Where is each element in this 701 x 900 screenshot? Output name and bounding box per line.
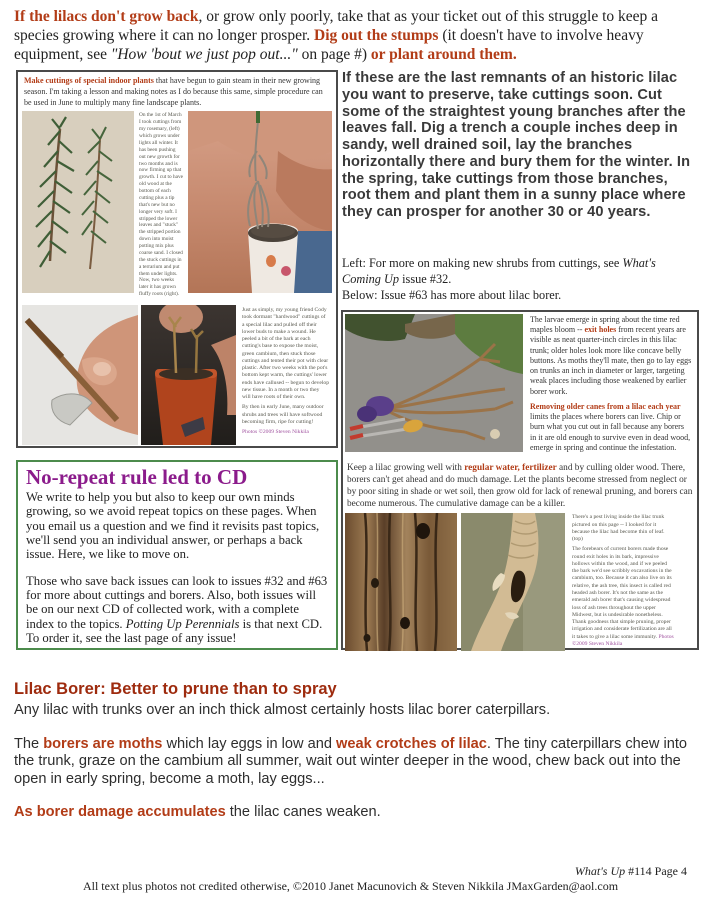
lilac-borer-section xyxy=(14,680,694,838)
intro-paragraph: If the lilacs don't grow back, or grow only poorly, take that as your ticket out of this struggle to keep a species growing where it can no longer prosper. Dig out the stumps (it doesn't have to involve heavy equipment, see "How 'bout we just pop out..." on page #) or plant around them. xyxy=(14,8,659,63)
borer-section-para-1: Any lilac with trunks over an inch thick almost certainly hosts lilac borer caterpillars. xyxy=(14,702,551,718)
trunk-note-1: There's a pest living inside the lilac trunk pictured on this page -- I looked for it because the lilac had become thin of leaf. (top) xyxy=(572,514,665,543)
see-also-note xyxy=(342,256,698,303)
rooted-cutting-photo xyxy=(188,111,332,293)
borer-sidebar-text xyxy=(527,314,695,459)
borer-section-para-2: The borers are moths which lay eggs in low and weak crotches of lilac. The tiny caterpillars chew into the trunk, graze on the cambium all summer, wait out winter deeper in the wood, chew back out into the open in early spring, become a moth, lay eggs... xyxy=(14,736,688,787)
lilac-borer-heading: Lilac Borer: Better to prune than to spray xyxy=(14,680,337,698)
removing-canes-paragraph: Removing older canes from a lilac each year limits the places where borers can live. Chip or burn what you cut out in fall because any borers in it are old enough to survive even in dead wood, emerge in spring and continue the infestation. xyxy=(530,401,691,452)
cuttings-photo-box xyxy=(16,70,338,448)
no-repeat-para-1: We write to help you but also to keep our own minds growing, so we avoid repeat topics on these pages. When you email us a question and we find it revisits past topics, we'll send you an individual answer, or perhaps a back issue. Here, we like to move on. xyxy=(26,490,320,562)
cuttings-note-1: On the 1st of March I took cuttings from my rosemary, (left) which grows under lights all winter. It has been pushing out new growth for two months and is now firming up that growth. I cut to have old wood at the bottom of each cutting plus a tip that's new but no longer very soft. I stripped the lower leaves and "stuck" the stripped portion down into moist potting mix plus coarse sand. I closed the stuck cuttings in a terrarium and put them under lights. Now, two weeks later it has grown fluffy roots (right). xyxy=(139,112,183,298)
trunk-note-column xyxy=(569,513,677,652)
cuttings-note-2a: Just as simply, my young friend Cody took dormant "hardwood" cuttings of a special lilac and pulled off their lower buds to make a wound. He peeled a bit of the bark at each cutting's base to expose the moist, green cambium, then stuck those cuttings and tented their pot with clear plastic. After two weeks with the pot's bottom kept warm, the cuttings' lower ends have callused -- begun to develop new tissue. In a month or two they will have roots of their own. xyxy=(242,307,329,401)
no-repeat-para-2: Those who save back issues can look to issues #32 and #63 for more about cuttings and borers. Also, both issues will be on our next CD of collected work, with a complete index to the topics. Potting Up Perennials is that next CD. To order it, see the last page of any issue! xyxy=(26,573,328,646)
borer-trunk-photo-1 xyxy=(345,513,457,651)
cuttings-note-column-2 xyxy=(239,305,332,445)
cuttings-photo-row-2 xyxy=(22,305,332,445)
cuttings-photo-row-1 xyxy=(22,111,332,302)
note-left-line1: Left: For more on making new shrubs from cuttings, see What's xyxy=(342,256,656,270)
knife-wounding-photo xyxy=(22,305,138,445)
lilac-cuttings-pot-photo xyxy=(141,305,236,445)
larvae-paragraph: The larvae emerge in spring about the time red maples bloom -- exit holes from recent years are visible as neat quarter-inch circles in this lilac trunk; older holes look more like concave belly buttons. As moths they'll mate, then go to lay eggs on trunks an inch in diameter or larger, targeting weak places including those weakened by earlier borer work. xyxy=(530,315,692,396)
borer-section-para-3: As borer damage accumulates the lilac canes weaken. xyxy=(14,803,381,820)
preserve-lilac-paragraph: If these are the last remnants of an historic lilac you want to preserve, take cuttings soon. Cut some of the straightest young branches after the leaves fall. Dig a trench a couple inches deep in sandy, well drained soil, lay the branches horizontally there and bury them for the winter. In the spring, take cuttings from those branches, root them and plant them in a sunny place where they can prosper for another 30 or 40 years. xyxy=(342,70,691,221)
cuttings-box-caption: Make cuttings of special indoor plants that have begun to gain steam in their new growing season. I'm taking a lesson and making notes as I do because this same, simple procedure can be used in June to multiply many fine landscape plants. xyxy=(24,76,323,107)
note-below-line: Below: Issue #63 has more about lilac borer. xyxy=(342,287,562,302)
cuttings-photo-credit: Photos ©2009 Steven Nikkila xyxy=(242,429,309,436)
borer-row-2 xyxy=(345,513,695,652)
trunk-note-2: The forebears of current borers made those round exit holes in its bark, impressive hollows within the wood, and if we peeled the bark we'd see scribbly excavations in the cambium, too. Because it can also live on its relative, the ash tree, this insect is called red headed ash borer. It's not the same as the emerald ash borer that's causing widespread loss of ash trees throughout the upper Midwest, but is undesirable nonetheless. Thank goodness that simple pruning, proper irrigation and considerate fertilization are all it takes to give a lilac some immunity. Photos ©2009 Steven Nikkila xyxy=(572,546,674,647)
rosemary-cuttings-photo xyxy=(22,111,134,293)
borer-trunk-photo-2 xyxy=(461,513,565,651)
note-left-line2: Coming Up issue #32. xyxy=(342,271,452,286)
cuttings-note-2b: By then in early June, many outdoor shrubs and trees will have softwood becoming firm, ripe for cutting! xyxy=(242,404,324,425)
no-repeat-title: No-repeat rule led to CD xyxy=(26,465,248,489)
keep-lilac-paragraph: Keep a lilac growing well with regular water, fertilizer and by culling older wood. There, borers can't get ahead and do much damage. Let the plants become stressed from neglect or by poor siting in shade or wet soil, then grow old for lack of renewal pruning, and borers can become numerous. The cumulative damage can be a killer. xyxy=(347,463,693,510)
borer-photo-box xyxy=(341,310,699,650)
pruned-branch-photo xyxy=(345,314,523,452)
borer-row-1 xyxy=(345,314,695,459)
footer-copyright: All text plus photos not credited otherwise, ©2010 Janet Macunovich & Steven Nikkila JMaxGarden@aol.com xyxy=(82,879,619,893)
footer-issue-page: What's Up #114 Page 4 xyxy=(574,864,687,878)
cuttings-note-column-1 xyxy=(137,111,185,302)
no-repeat-rule-box xyxy=(16,460,338,650)
